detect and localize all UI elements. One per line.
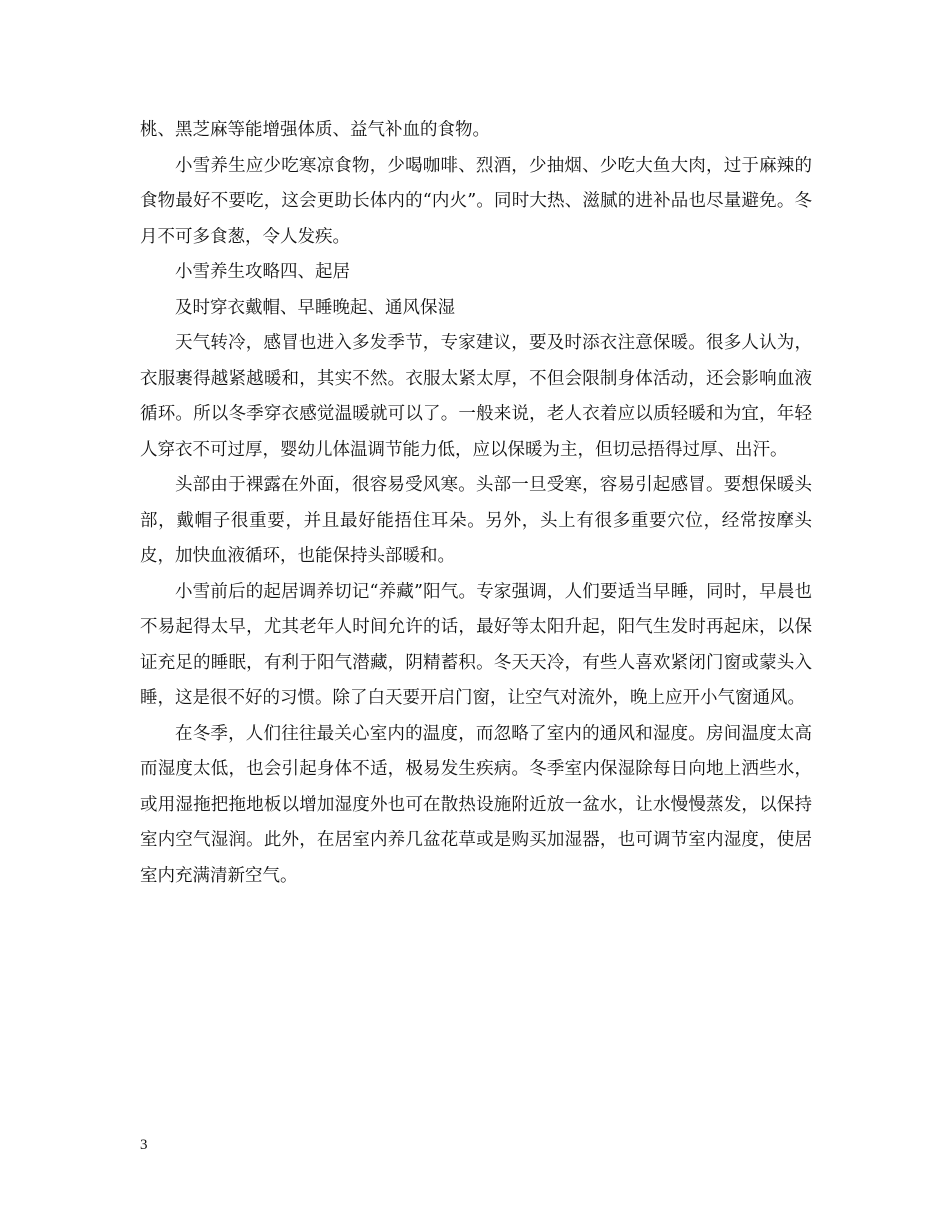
paragraph: 小雪养生应少吃寒凉食物，少喝咖啡、烈酒，少抽烟、少吃大鱼大肉，过于麻辣的食物最好不要吃，这会更助长体内的“内火”。同时大热、滋腻的进补品也尽量避免。冬月不可多食葱，令人发疾。 [140,155,812,247]
paragraph: 桃、黑芝麻等能增强体质、益气补血的食物。 [140,120,490,140]
paragraph: 小雪前后的起居调养切记“养藏”阳气。专家强调，人们要适当早睡，同时，早晨也不易起得太早，尤其老年人时间允许的话，最好等太阳升起，阳气生发时再起床，以保证充足的睡眠，有利于阳气潜藏，阴精蓄积。冬天天冷，有些人喜欢紧闭门窗或蒙头入睡，这是很不好的习惯。除了白天要开启门窗，让空气对流外，晚上应开小气窗通风。 [140,581,812,708]
section-subheading: 及时穿衣戴帽、早睡晚起、通风保湿 [175,297,455,318]
paragraph: 天气转冷，感冒也进入多发季节，专家建议，要及时添衣注意保暖。很多人认为，衣服裹得越紧越暖和，其实不然。衣服太紧太厚，不但会限制身体活动，还会影响血液循环。所以冬季穿衣感觉温暖就可以了。一般来说，老人衣着应以质轻暖和为宜，年轻人穿衣不可过厚，婴幼儿体温调节能力低，应以保暖为主，但切忌捂得过厚、出汗。 [140,333,812,460]
page-number: 3 [140,1137,148,1153]
paragraph: 在冬季，人们往往最关心室内的温度，而忽略了室内的通风和湿度。房间温度太高而湿度太低，也会引起身体不适，极易发生疾病。冬季室内保湿除每日向地上洒些水，或用湿拖把拖地板以增加湿度外也可在散热设施附近放一盆水，让水慢慢蒸发，以保持室内空气湿润。此外，在居室内养几盆花草或是购买加湿器，也可调节室内湿度，使居室内充满清新空气。 [140,723,812,886]
document-body [140,113,812,894]
section-heading: 小雪养生攻略四、起居 [175,262,350,282]
paragraph: 头部由于裸露在外面，很容易受风寒。头部一旦受寒，容易引起感冒。要想保暖头部，戴帽子很重要，并且最好能捂住耳朵。另外，头上有很多重要穴位，经常按摩头皮，加快血液循环，也能保持头部暖和。 [140,475,812,566]
